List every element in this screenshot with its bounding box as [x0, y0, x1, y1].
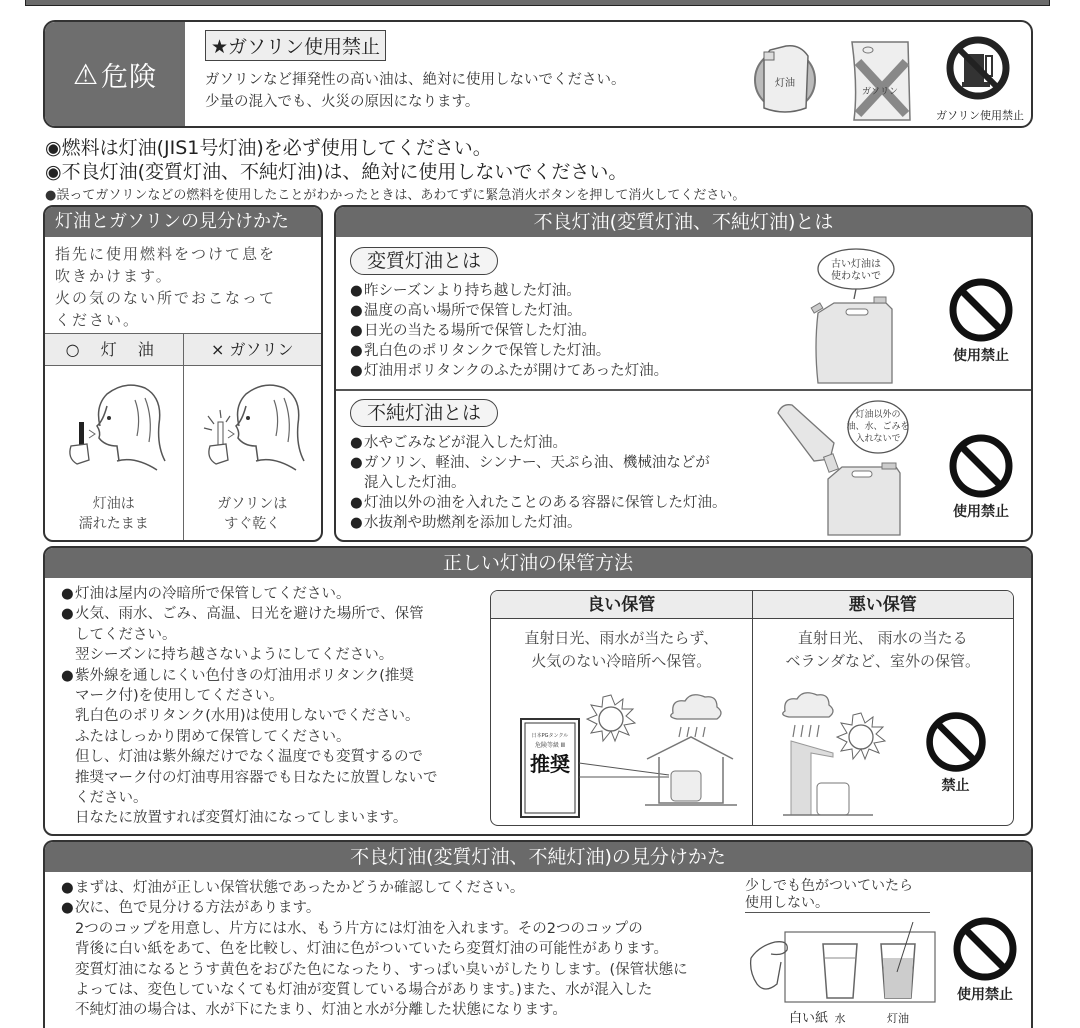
instruction-line: 吹きかけます。	[55, 267, 173, 285]
list-item: ● 昨シーズンより持ち越した灯油。	[350, 281, 668, 301]
prohibit-label: 使用禁止	[957, 987, 1013, 1003]
good-storage-text	[491, 627, 752, 673]
svg-text:古い灯油は: 古い灯油は	[831, 259, 881, 270]
bad-storage-illustration	[773, 691, 903, 821]
kerosene-caption	[45, 494, 183, 534]
danger-title: ★ガソリン使用禁止	[205, 30, 386, 61]
degraded-section	[336, 237, 1031, 389]
prohibition-icon	[923, 709, 989, 775]
svg-text:灯油: 灯油	[887, 1012, 909, 1025]
danger-text	[205, 69, 626, 113]
distinguish-title: 灯油とガソリンの見分けかた	[45, 207, 321, 237]
storage-panel	[43, 546, 1033, 836]
list-item-continuation: 2つのコップを用意し、片方には水、もう片方には灯油を入れます。その2つのコップの	[75, 920, 643, 937]
danger-box	[43, 20, 1033, 128]
kerosene-tank-icon	[755, 46, 815, 112]
identify-panel	[43, 840, 1033, 1028]
good-storage-head: 良い保管	[491, 591, 752, 619]
degraded-prohibited	[941, 275, 1021, 365]
list-item: ● 温度の高い場所で保管した灯油。	[350, 301, 668, 321]
list-item-continuation: 乳白色のポリタンク(水用)は使用しないでください。	[75, 708, 420, 725]
gasoline-caption	[184, 494, 322, 534]
svg-text:推奨: 推奨	[530, 752, 570, 776]
list-item-continuation: 但し、灯油は紫外線だけでなく温度でも変質するので	[75, 749, 423, 766]
list-item: ● 乳白色のポリタンクで保管した灯油。	[350, 341, 668, 361]
gasoline-column	[184, 366, 322, 542]
caption-line: ガソリンは	[217, 496, 288, 512]
list-item-continuation: 推奨マーク付の灯油専用容器でも日なたに放置しないで	[75, 769, 438, 786]
rain-cloud-icon	[782, 693, 832, 737]
cup-color-test-illustration	[745, 922, 945, 1028]
svg-text:油、水、ごみを: 油、水、ごみを	[846, 422, 910, 432]
svg-text:ガソリン: ガソリン	[861, 87, 899, 97]
warning-triangle-icon: ⚠	[72, 57, 100, 91]
list-item: ● 次に、色で見分ける方法があります。	[61, 898, 688, 918]
old-kerosene-tank-icon	[806, 247, 906, 387]
sun-icon	[587, 695, 635, 741]
good-storage-column	[491, 591, 753, 825]
notice-no-bad-kerosene: ◉不良灯油(変質灯油、不純灯油)は、絶対に使用しないでください。	[45, 161, 628, 183]
kerosene-cup-icon	[881, 944, 915, 998]
gasoline-can-crossed-icon	[852, 42, 910, 120]
woman-blowing-dry-finger-icon	[184, 366, 322, 486]
degraded-list	[350, 281, 668, 381]
distinguish-instructions	[55, 243, 276, 331]
prohibition-icon	[946, 275, 1016, 345]
list-item-continuation: ふたはしっかり閉めて保管してください。	[75, 728, 351, 745]
svg-text:水: 水	[834, 1012, 846, 1025]
danger-label	[45, 22, 185, 126]
recommended-mark-icon	[521, 719, 579, 817]
list-item: ● ガソリン、軽油、シンナー、天ぷら油、機械油などが	[350, 453, 727, 473]
list-item-continuation: 混入した灯油。	[364, 475, 466, 491]
rain-cloud-icon	[671, 695, 721, 737]
water-cup-icon	[823, 944, 857, 998]
list-item: ● 紫外線を通しにくい色付きの灯油用ポリタンク(推奨	[61, 666, 438, 686]
danger-icons	[750, 28, 1030, 123]
list-item: ● 灯油以外の油を入れたことのある容器に保管した灯油。	[350, 493, 727, 513]
degraded-pill: 変質灯油とは	[350, 247, 498, 275]
list-item-continuation: 日なたに放置すれば変質灯油になってしまいます。	[75, 810, 408, 827]
kerosene-column-head: ○ 灯 油	[45, 334, 184, 365]
color-test-caption	[745, 878, 930, 913]
bad-storage-head: 悪い保管	[753, 591, 1014, 619]
svg-text:ガソリン使用禁止: ガソリン使用禁止	[936, 109, 1024, 122]
list-item-continuation: 背後に白い紙をあて、色を比較し、灯油に色がついていたら変質灯油の可能性があります。	[75, 941, 669, 958]
caption-line: 灯油は	[92, 496, 135, 512]
danger-line: ガソリンなど揮発性の高い油は、絶対に使用しないでください。	[205, 72, 626, 88]
list-item: ● 灯油用ポリタンクのふたが開けてあった灯油。	[350, 361, 668, 381]
text-line: 直射日光、 雨水の当たる	[797, 629, 968, 647]
prohibit-label: 使用禁止	[953, 348, 1009, 364]
svg-text:灯油: 灯油	[775, 78, 795, 89]
house-icon	[645, 737, 737, 805]
kerosene-column	[45, 366, 184, 542]
svg-text:使わないで: 使わないで	[831, 271, 881, 282]
text-line: 火気のない冷暗所へ保管。	[531, 652, 712, 670]
prohibit-label: 使用禁止	[953, 504, 1009, 520]
list-item-continuation: 変質灯油になるとうす黄色をおびた色になったり、すっぱい臭いがしたりします。(保管状態に	[75, 961, 688, 978]
bad-kerosene-panel	[334, 205, 1033, 542]
sun-icon	[837, 713, 885, 759]
pouring-into-tank-icon	[772, 395, 912, 540]
prohibition-icon	[950, 914, 1020, 984]
storage-title: 正しい灯油の保管方法	[45, 548, 1031, 578]
bad-kerosene-title: 不良灯油(変質灯油、不純灯油)とは	[336, 207, 1031, 237]
storage-instructions	[61, 584, 438, 829]
list-item-continuation: マーク付)を使用してください。	[75, 688, 284, 705]
svg-text:灯油以外の: 灯油以外の	[855, 410, 901, 420]
identify-prohibited	[945, 914, 1025, 1004]
instruction-line: 火の気のない所でおこなって	[55, 289, 277, 307]
storage-comparison-box	[490, 590, 1014, 826]
text-line: 直射日光、雨水が当たらず、	[524, 629, 719, 647]
list-item: ● 日光の当たる場所で保管した灯油。	[350, 321, 668, 341]
list-item: ● 火気、雨水、ごみ、高温、日光を避けた場所で、保管	[61, 604, 438, 624]
list-item-continuation: してください。	[75, 626, 177, 643]
list-item-continuation: ください。	[75, 790, 148, 807]
list-item-continuation: よっては、変色していなくても灯油が変質している場合があります。)また、水が混入した	[75, 982, 653, 999]
svg-text:日本PGタンクル: 日本PGタンクル	[531, 733, 569, 739]
caption-line: 濡れたまま	[78, 516, 149, 532]
identify-instructions	[61, 878, 688, 1021]
distinguish-panel	[43, 205, 323, 542]
list-item: ● 灯油は屋内の冷暗所で保管してください。	[61, 584, 438, 604]
list-item: ● 水やごみなどが混入した灯油。	[350, 433, 727, 453]
caption-line: 少しでも色がついていたら	[745, 878, 913, 894]
list-item: ● まずは、灯油が正しい保管状態であったかどうか確認してください。	[61, 878, 688, 898]
top-border-bar	[25, 0, 1050, 6]
impure-prohibited	[941, 431, 1021, 521]
impure-section	[336, 391, 1031, 541]
danger-label-text: 危険	[101, 61, 158, 93]
gasoline-column-head: × ガソリン	[211, 340, 294, 359]
caption-line: すぐ乾く	[224, 516, 281, 532]
bad-storage-prohibited	[921, 709, 991, 795]
prohibition-icon	[946, 431, 1016, 501]
impure-pill: 不純灯油とは	[350, 399, 498, 427]
svg-text:危険等級 Ⅲ: 危険等級 Ⅲ	[534, 742, 566, 749]
danger-line: 少量の混入でも、火災の原因になります。	[205, 94, 480, 110]
bad-storage-text	[753, 627, 1014, 673]
good-storage-illustration	[511, 691, 741, 821]
text-line: ベランダなど、室外の保管。	[785, 652, 980, 670]
hand-icon	[751, 942, 788, 989]
impure-list	[350, 433, 727, 533]
prohibit-label: 禁止	[941, 778, 970, 794]
woman-blowing-wet-finger-icon	[45, 366, 183, 486]
svg-text:白い紙: 白い紙	[789, 1011, 829, 1026]
caption-line: 使用しない。	[745, 895, 930, 913]
bad-storage-column	[753, 591, 1014, 825]
distinguish-table	[45, 333, 321, 542]
list-item-continuation: 翌シーズンに持ち越さないようにしてください。	[75, 647, 394, 664]
no-gasoline-icon	[936, 40, 1024, 122]
notice-emergency-extinguish: ●誤ってガソリンなどの燃料を使用したことがわかったときは、あわてずに緊急消火ボタンを押して消火してください。	[45, 188, 746, 203]
list-item-continuation: 不純灯油の場合は、水が下にたまり、灯油と水が分離した状態になります。	[75, 1002, 567, 1019]
list-item: ● 水抜剤や助燃剤を添加した灯油。	[350, 513, 727, 533]
instruction-line: ください。	[55, 311, 141, 329]
instruction-line: 指先に使用燃料をつけて息を	[55, 245, 277, 263]
svg-text:入れないで: 入れないで	[855, 434, 901, 444]
identify-title: 不良灯油(変質灯油、不純灯油)の見分けかた	[45, 842, 1031, 872]
notice-fuel-kerosene: ◉燃料は灯油(JIS1号灯油)を必ず使用してください。	[45, 137, 492, 159]
